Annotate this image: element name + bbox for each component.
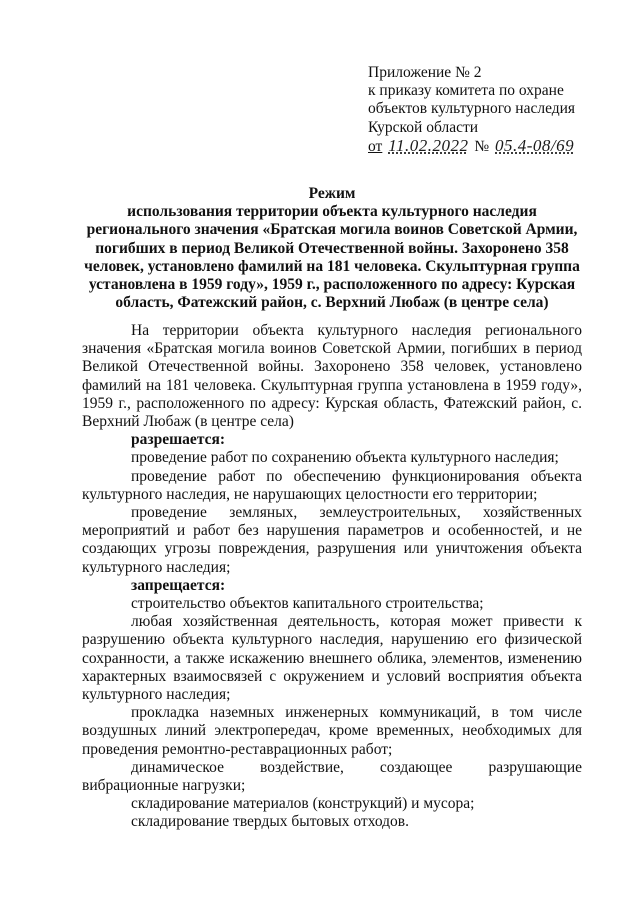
from-prefix: от <box>368 137 383 155</box>
forbidden-item: складирование материалов (конструкций) и мусора; <box>131 795 475 813</box>
forbidden-item: прокладка наземных инженерных коммуникаций, в том числе воздушных линий электропередач, кроме временных, необходимых для проведения ремонтно-реставрационных работ; <box>82 704 582 758</box>
forbidden-item: любая хозяйственная деятельность, которая может привести к разрушению объекта культурного наследия, нарушению его физической сохранности, а также искажению внешнего облика, элементов, изменению характерных взаимосвязей с окружением и условий восприятия объекта культурного наследия; <box>82 613 582 704</box>
appendix-line-2: к приказу комитета по охране <box>368 82 564 100</box>
appendix-line-4: Курской области <box>368 118 479 136</box>
appendix-block <box>368 64 618 156</box>
intro-paragraph: На территории объекта культурного наследия регионального значения «Братская могила воинов Советской Армии, погибших в период Великой Отечественной войны. Захоронено 358 человек, установлено фамилий на 181 человека. Скульптурная группа установлена в 1959 году», 1959 г., расположенного по адресу: Курская область, Фатежский район, с. Верхний Любаж (в центре села) <box>82 322 582 431</box>
forbidden-item: строительство объектов капитального строительства; <box>131 595 484 613</box>
handwritten-date: 11.02.2022 <box>388 135 469 155</box>
allowed-item: проведение работ по сохранению объекта культурного наследия; <box>131 449 559 467</box>
appendix-line-3: объектов культурного наследия <box>368 100 576 118</box>
allowed-item: проведение работ по обеспечению функционирования объекта культурного наследия, не нарушающих целостности его территории; <box>82 467 582 503</box>
allowed-heading: разрешается: <box>131 431 226 449</box>
allowed-item: проведение земляных, землеустроительных, хозяйственных мероприятий и работ без нарушения параметров и особенностей, и не создающих угрозы повреждения, разрушения или уничтожения объекта культурного наследия; <box>82 504 582 576</box>
forbidden-item: динамическое воздействие, создающее разрушающие вибрационные нагрузки; <box>82 758 582 795</box>
number-sign: № <box>474 137 490 155</box>
title-heading: Режим <box>308 185 356 202</box>
document-title <box>82 185 582 312</box>
forbidden-item: складирование твердых бытовых отходов. <box>131 813 409 831</box>
appendix-date-line <box>368 137 618 156</box>
document-body <box>82 322 582 832</box>
handwritten-number: 05.4-08/69 <box>495 135 575 155</box>
title-subheading: использования территории объекта культурного наследия регионального значения «Братская могила воинов Советской Армии, погибших в период Великой Отечественной войны. Захоронено 358 человек, установлено фамилий на 181 человека. Скульптурная группа установлена в 1959 году», 1959 г., расположенного по адресу: Курская область, Фатежский район, с. Верхний Любаж (в центре села) <box>84 203 580 312</box>
forbidden-heading: запрещается: <box>131 576 226 594</box>
appendix-line-1: Приложение № 2 <box>368 64 482 81</box>
